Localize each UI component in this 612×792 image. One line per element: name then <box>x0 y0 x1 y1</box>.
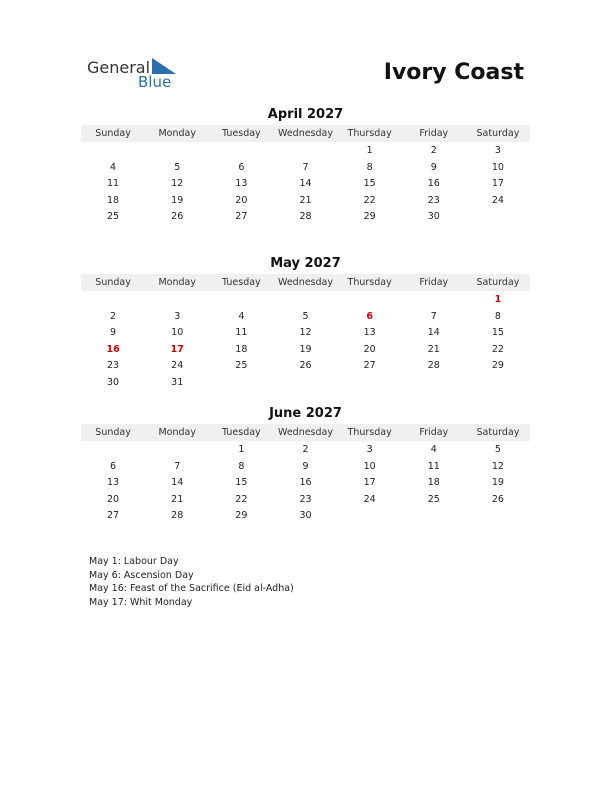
day-cell: 23 <box>427 194 440 206</box>
day-cell: 1 <box>238 444 245 455</box>
day-cell: 3 <box>366 444 373 455</box>
day-cell: 6 <box>366 310 373 322</box>
day-cell: 30 <box>427 211 440 222</box>
empty-day-cell <box>338 508 402 525</box>
day-of-week-wednesday: Wednesday <box>277 427 333 438</box>
day-cell: 2 <box>430 145 437 156</box>
holiday-note: May 17: Whit Monday <box>89 596 193 608</box>
day-cell: 2 <box>110 310 117 322</box>
day-cell: 30 <box>299 510 312 521</box>
week-row <box>81 309 530 326</box>
day-cell: 15 <box>235 477 248 488</box>
holiday-note: May 16: Feast of the Sacrifice (Eid al-Adha) <box>89 583 294 594</box>
day-cell: 25 <box>235 360 248 371</box>
day-cell: 23 <box>107 360 120 371</box>
day-of-week-saturday: Saturday <box>476 427 520 438</box>
day-cell: 4 <box>430 444 437 455</box>
day-cell: 24 <box>491 194 504 206</box>
week-row <box>81 176 530 193</box>
day-of-week-monday: Monday <box>158 277 196 288</box>
day-cell: 7 <box>174 460 181 472</box>
day-of-week-friday: Friday <box>419 128 449 139</box>
day-cell: 21 <box>427 343 440 355</box>
day-cell: 26 <box>299 360 312 371</box>
month-title: May 2027 <box>270 256 341 271</box>
day-cell: 28 <box>299 211 312 222</box>
day-cell: 3 <box>174 310 181 322</box>
month-weeks <box>81 142 530 226</box>
empty-day-cell <box>273 375 337 392</box>
logo-triangle-icon <box>152 58 176 74</box>
holiday-notes <box>89 555 294 609</box>
day-cell: 29 <box>235 510 248 521</box>
day-of-week-tuesday: Tuesday <box>222 277 261 288</box>
day-cell: 15 <box>363 178 376 189</box>
day-cell: 12 <box>491 460 504 472</box>
week-row <box>81 442 530 459</box>
day-of-week-header <box>81 274 530 291</box>
day-cell: 19 <box>299 343 312 355</box>
week-row <box>81 342 530 359</box>
day-cell: 20 <box>107 493 120 505</box>
day-cell: 17 <box>491 178 504 189</box>
day-cell: 29 <box>491 360 504 371</box>
empty-day-cell <box>338 292 402 309</box>
day-cell: 27 <box>363 360 376 371</box>
day-cell: 19 <box>491 477 504 488</box>
empty-day-cell <box>209 292 273 309</box>
day-cell: 16 <box>106 343 120 355</box>
month-title: June 2027 <box>269 406 342 421</box>
day-of-week-tuesday: Tuesday <box>222 427 261 438</box>
empty-day-cell <box>209 375 273 392</box>
empty-day-cell <box>466 508 530 525</box>
day-cell: 5 <box>174 161 181 173</box>
holiday-note: May 6: Ascension Day <box>89 569 194 581</box>
week-row <box>81 292 530 309</box>
day-cell: 25 <box>107 211 120 222</box>
empty-day-cell <box>81 143 145 160</box>
day-of-week-monday: Monday <box>158 128 196 139</box>
day-cell: 26 <box>171 211 184 222</box>
day-of-week-wednesday: Wednesday <box>277 277 333 288</box>
day-cell: 15 <box>491 327 504 338</box>
day-cell: 11 <box>107 178 120 189</box>
day-cell: 9 <box>302 460 309 472</box>
day-cell: 6 <box>238 161 245 173</box>
month-calendar-may <box>81 256 530 391</box>
day-cell: 27 <box>235 211 248 222</box>
day-cell: 18 <box>427 477 440 488</box>
empty-day-cell <box>145 143 209 160</box>
day-cell: 9 <box>110 327 117 338</box>
day-cell: 24 <box>363 493 376 505</box>
empty-day-cell <box>81 442 145 459</box>
week-row <box>81 459 530 476</box>
day-cell: 12 <box>299 327 312 338</box>
day-cell: 13 <box>363 327 376 338</box>
empty-day-cell <box>338 375 402 392</box>
month-weeks <box>81 441 530 525</box>
day-cell: 25 <box>427 493 440 505</box>
day-of-week-sunday: Sunday <box>95 128 131 139</box>
day-of-week-monday: Monday <box>158 427 196 438</box>
day-cell: 1 <box>366 145 373 156</box>
day-of-week-saturday: Saturday <box>476 277 520 288</box>
day-cell: 10 <box>491 161 504 173</box>
day-cell: 10 <box>171 327 184 338</box>
day-cell: 28 <box>171 510 184 521</box>
empty-day-cell <box>402 375 466 392</box>
day-of-week-header <box>81 125 530 142</box>
day-cell: 21 <box>299 194 312 206</box>
day-cell: 14 <box>171 477 184 488</box>
week-row <box>81 375 530 392</box>
generalblue-logo <box>87 56 187 92</box>
day-cell: 8 <box>494 310 501 322</box>
country-title: Ivory Coast <box>383 60 524 85</box>
day-cell: 26 <box>491 493 504 505</box>
day-of-week-sunday: Sunday <box>95 427 131 438</box>
empty-day-cell <box>81 292 145 309</box>
day-of-week-wednesday: Wednesday <box>277 128 333 139</box>
day-cell: 23 <box>299 493 312 505</box>
day-cell: 6 <box>110 460 117 472</box>
week-row <box>81 358 530 375</box>
day-cell: 7 <box>302 161 309 173</box>
day-cell: 10 <box>363 460 376 472</box>
day-cell: 20 <box>235 194 248 206</box>
week-row <box>81 160 530 177</box>
day-of-week-thursday: Thursday <box>347 277 392 288</box>
day-cell: 9 <box>430 161 437 173</box>
week-row <box>81 209 530 226</box>
empty-day-cell <box>145 292 209 309</box>
week-row <box>81 325 530 342</box>
week-row <box>81 492 530 509</box>
month-title: April 2027 <box>267 107 344 122</box>
day-of-week-header <box>81 424 530 441</box>
day-cell: 5 <box>494 444 501 455</box>
day-cell: 12 <box>171 178 184 189</box>
day-cell: 18 <box>107 194 120 206</box>
day-cell: 22 <box>363 194 376 206</box>
month-calendar-june <box>81 406 530 525</box>
day-cell: 27 <box>107 510 120 521</box>
day-cell: 13 <box>107 477 120 488</box>
empty-day-cell <box>209 143 273 160</box>
day-of-week-saturday: Saturday <box>476 128 520 139</box>
empty-day-cell <box>145 442 209 459</box>
day-of-week-thursday: Thursday <box>347 427 392 438</box>
day-cell: 28 <box>427 360 440 371</box>
day-cell: 1 <box>494 294 502 305</box>
week-row <box>81 475 530 492</box>
day-cell: 7 <box>430 310 437 322</box>
week-row <box>81 508 530 525</box>
empty-day-cell <box>466 375 530 392</box>
day-cell: 13 <box>235 178 248 189</box>
day-of-week-friday: Friday <box>419 277 449 288</box>
day-cell: 4 <box>238 310 245 322</box>
day-cell: 14 <box>427 327 440 338</box>
holiday-note: May 1: Labour Day <box>89 556 179 567</box>
empty-day-cell <box>273 143 337 160</box>
logo-general-text: General <box>87 58 151 77</box>
empty-day-cell <box>466 209 530 226</box>
day-cell: 21 <box>171 493 184 505</box>
month-calendar-april <box>81 107 530 226</box>
day-cell: 24 <box>171 360 184 371</box>
month-weeks <box>81 291 530 391</box>
day-cell: 3 <box>494 145 501 156</box>
day-of-week-thursday: Thursday <box>347 128 392 139</box>
day-cell: 17 <box>170 343 184 355</box>
day-cell: 22 <box>491 343 504 355</box>
day-cell: 19 <box>171 194 184 206</box>
day-cell: 16 <box>427 178 440 189</box>
week-row <box>81 193 530 210</box>
day-cell: 29 <box>363 211 376 222</box>
day-of-week-tuesday: Tuesday <box>222 128 261 139</box>
week-row <box>81 143 530 160</box>
empty-day-cell <box>273 292 337 309</box>
day-cell: 8 <box>366 161 373 173</box>
day-cell: 11 <box>427 460 440 472</box>
day-cell: 16 <box>299 477 312 488</box>
day-cell: 30 <box>107 376 120 388</box>
day-cell: 18 <box>235 343 248 355</box>
day-cell: 5 <box>302 310 309 322</box>
day-cell: 14 <box>299 178 312 189</box>
day-cell: 11 <box>235 327 248 338</box>
day-cell: 8 <box>238 460 245 472</box>
day-cell: 4 <box>110 161 117 173</box>
day-cell: 2 <box>302 444 309 455</box>
day-cell: 20 <box>363 343 376 355</box>
empty-day-cell <box>402 508 466 525</box>
day-cell: 17 <box>363 477 376 488</box>
logo-blue-text: Blue <box>138 73 172 91</box>
day-cell: 31 <box>171 376 184 388</box>
day-of-week-sunday: Sunday <box>95 277 131 288</box>
day-of-week-friday: Friday <box>419 427 449 438</box>
empty-day-cell <box>402 292 466 309</box>
day-cell: 22 <box>235 493 248 505</box>
